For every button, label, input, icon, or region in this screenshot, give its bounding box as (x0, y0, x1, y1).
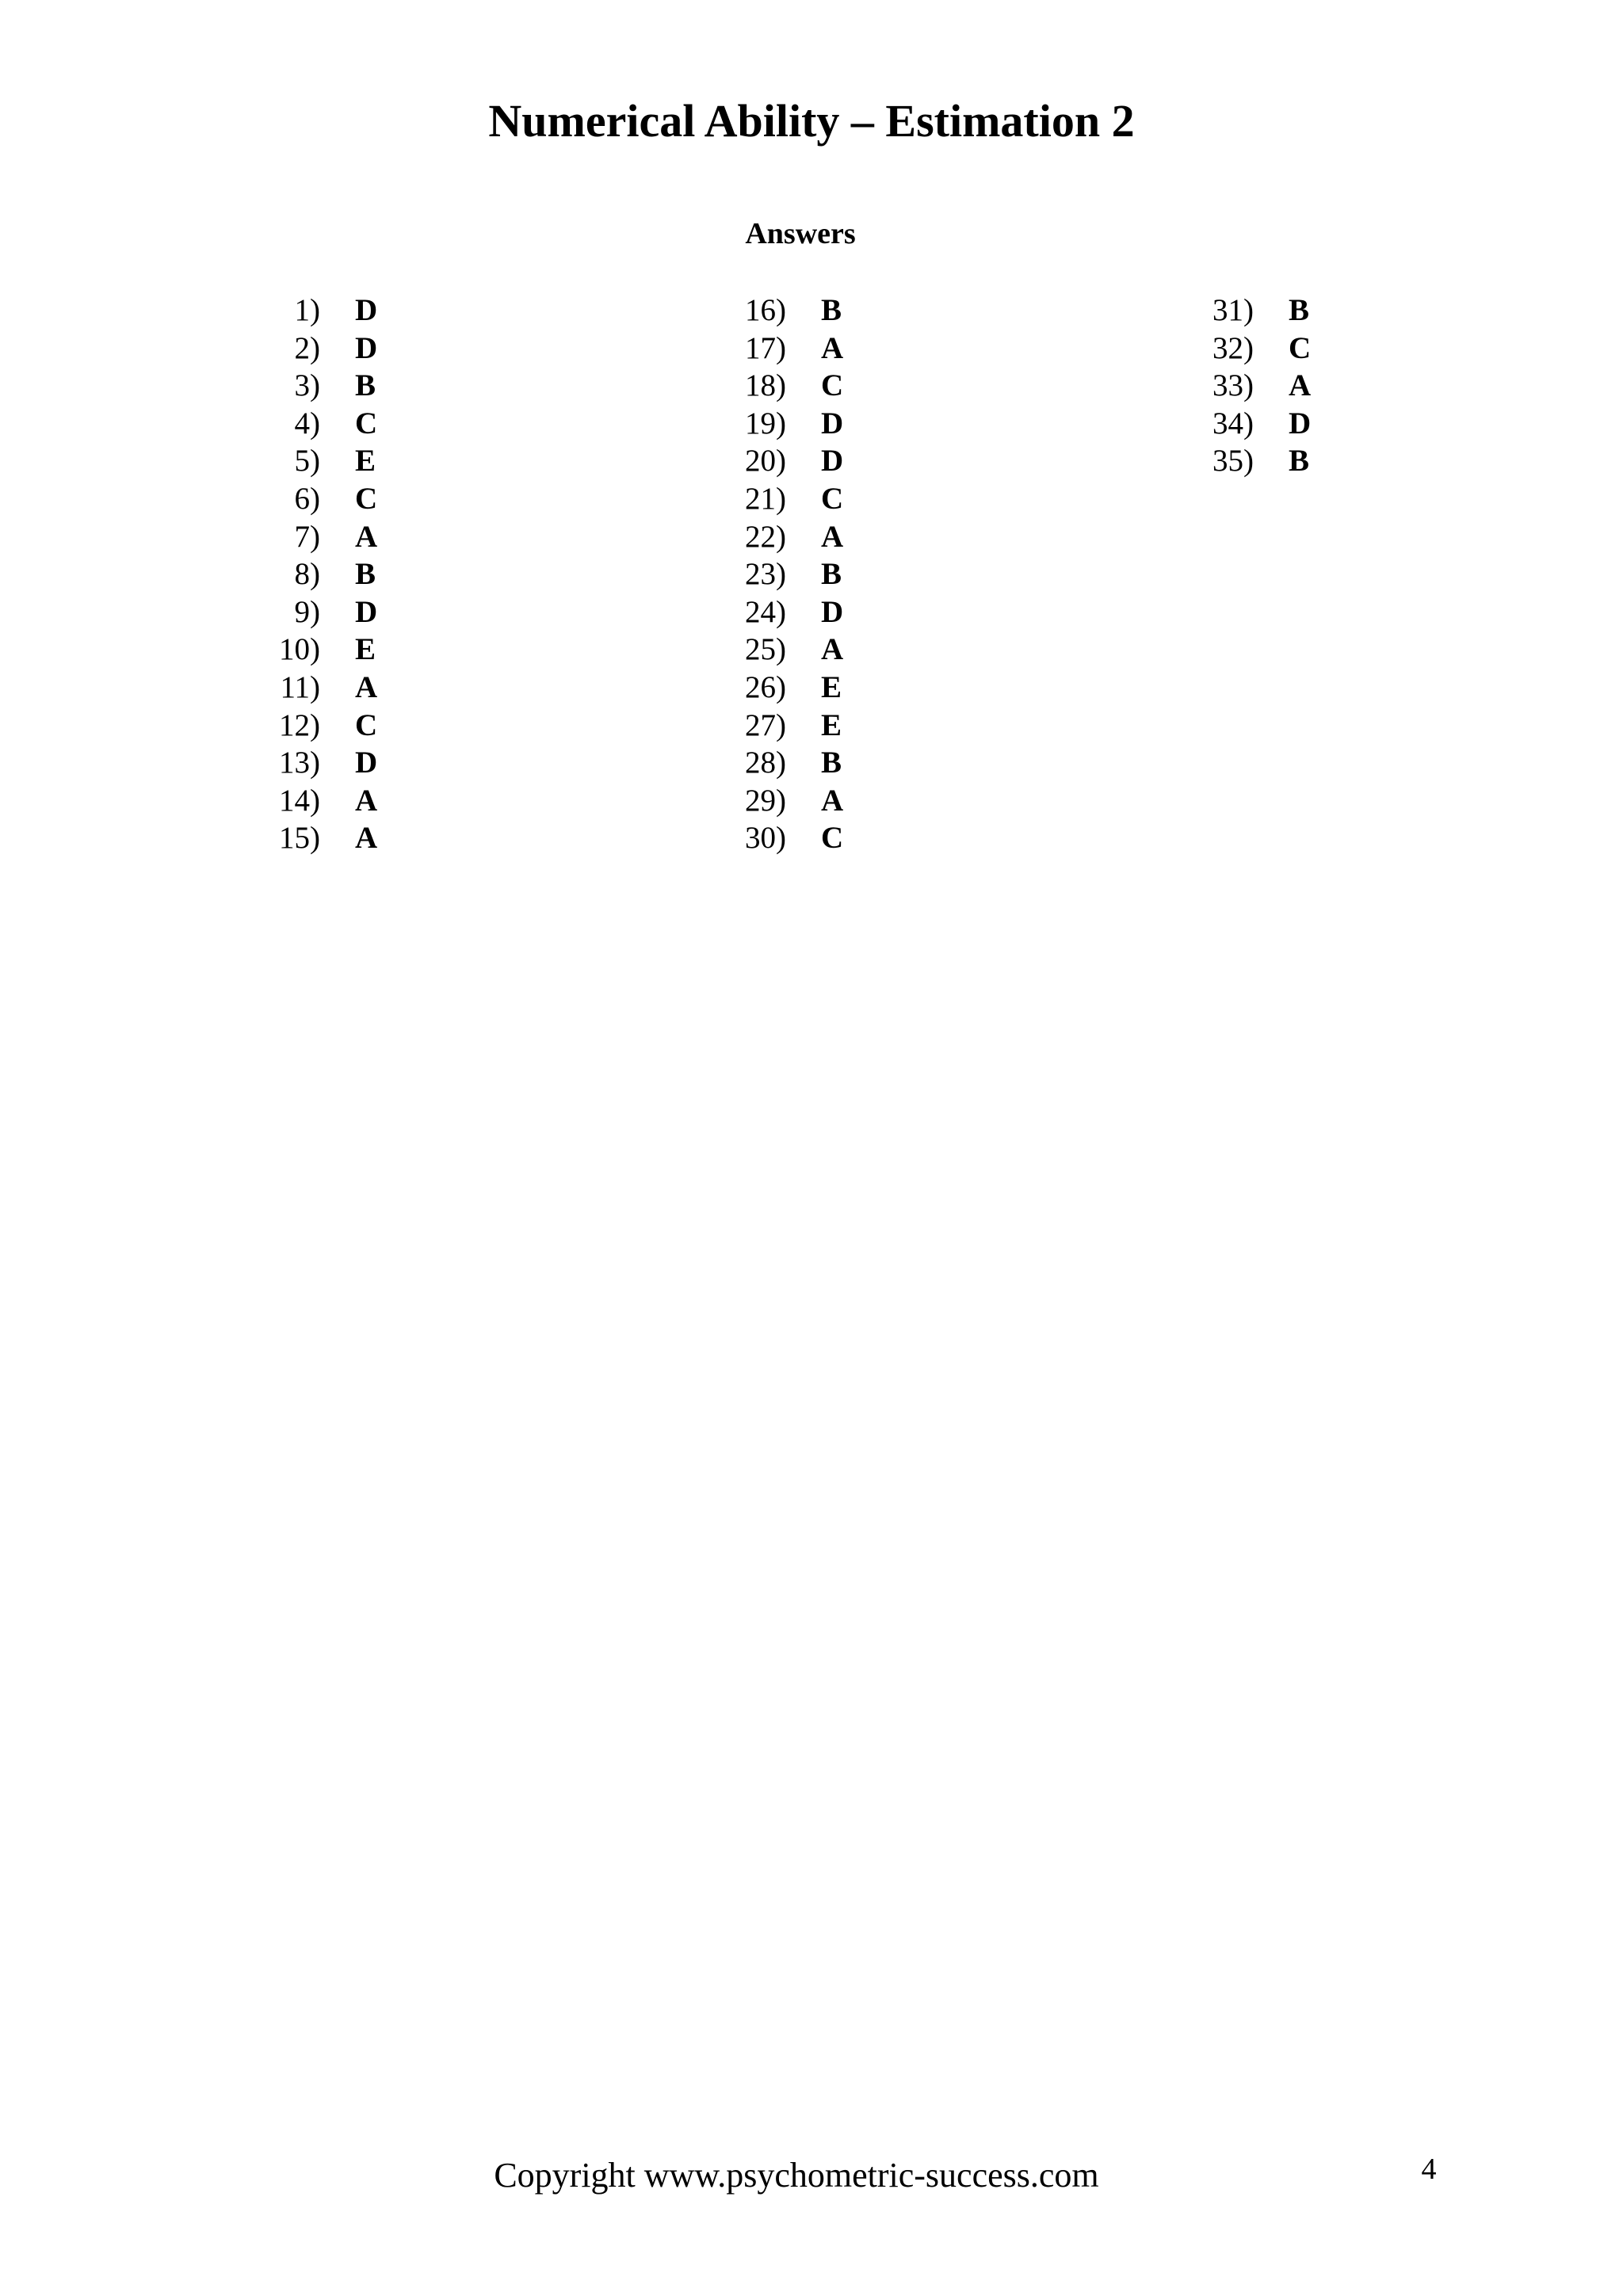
question-number: 35) (1212, 444, 1254, 479)
answer-row (238, 518, 403, 556)
question-number: 8) (294, 557, 320, 592)
answer-letter: C (355, 481, 378, 516)
answer-row (704, 405, 869, 443)
answer-letter: E (355, 632, 376, 667)
answer-letter: B (821, 746, 842, 780)
question-number: 20) (745, 444, 786, 479)
question-number: 5) (294, 444, 320, 479)
answer-letter: D (821, 444, 844, 479)
answer-key (0, 292, 1623, 878)
question-number: 24) (745, 594, 786, 629)
answer-letter: C (355, 707, 378, 742)
answer-row (704, 480, 869, 518)
page-title: Numerical Ability – Estimation 2 (488, 95, 1135, 147)
question-number: 26) (745, 669, 786, 704)
answer-letter: B (821, 557, 842, 592)
answer-letter: D (355, 746, 378, 780)
answer-column-1 (238, 292, 403, 857)
answer-letter: A (821, 783, 844, 818)
question-number: 32) (1212, 330, 1254, 365)
question-number: 10) (279, 632, 320, 667)
answer-row (704, 744, 869, 782)
answer-letter: C (821, 821, 844, 856)
answer-row (704, 292, 869, 330)
answer-row (238, 744, 403, 782)
answer-letter: A (355, 519, 378, 554)
question-number: 9) (294, 594, 320, 629)
question-number: 13) (279, 746, 320, 780)
question-number: 7) (294, 519, 320, 554)
answer-letter: C (1289, 330, 1312, 365)
answer-letter: B (821, 293, 842, 327)
question-number: 23) (745, 557, 786, 592)
question-number: 22) (745, 519, 786, 554)
answer-row (704, 555, 869, 593)
answer-letter: A (821, 519, 844, 554)
answer-row (704, 367, 869, 405)
question-number: 4) (294, 406, 320, 441)
question-number: 6) (294, 481, 320, 516)
question-number: 17) (745, 330, 786, 365)
answer-letter: D (355, 330, 378, 365)
page-number: 4 (1421, 2153, 1437, 2186)
question-number: 29) (745, 783, 786, 818)
answer-row (704, 442, 869, 480)
answer-letter: B (355, 557, 376, 592)
answer-letter: E (821, 707, 842, 742)
answer-row (704, 330, 869, 368)
answer-letter: E (821, 669, 842, 704)
answer-letter: A (355, 669, 378, 704)
answer-column-3 (1171, 292, 1336, 480)
question-number: 25) (745, 632, 786, 667)
answer-letter: B (1289, 293, 1310, 327)
answer-row (704, 631, 869, 669)
question-number: 27) (745, 707, 786, 742)
answer-row (1171, 292, 1336, 330)
answer-row (238, 593, 403, 631)
answer-row (238, 480, 403, 518)
answer-row (238, 782, 403, 820)
answer-row (1171, 330, 1336, 368)
answer-row (238, 819, 403, 857)
answer-letter: C (821, 368, 844, 403)
answer-row (238, 631, 403, 669)
answer-letter: D (355, 293, 378, 327)
answer-row (704, 707, 869, 745)
question-number: 14) (279, 783, 320, 818)
question-number: 12) (279, 707, 320, 742)
answer-row (238, 367, 403, 405)
question-number: 31) (1212, 293, 1254, 327)
answer-letter: A (1289, 368, 1312, 403)
question-number: 11) (280, 669, 320, 704)
answer-letter: A (821, 330, 844, 365)
answer-letter: E (355, 444, 376, 479)
copyright-footer: Copyright www.psychometric-success.com (494, 2156, 1099, 2195)
answer-letter: C (355, 406, 378, 441)
answer-row (238, 555, 403, 593)
answer-letter: B (1289, 444, 1310, 479)
question-number: 34) (1212, 406, 1254, 441)
answer-letter: B (355, 368, 376, 403)
answer-letter: D (821, 406, 844, 441)
answer-row (1171, 442, 1336, 480)
answer-row (704, 518, 869, 556)
question-number: 15) (279, 821, 320, 856)
question-number: 16) (745, 293, 786, 327)
answer-row (704, 782, 869, 820)
answer-row (1171, 367, 1336, 405)
answer-row (238, 669, 403, 707)
answer-letter: A (821, 632, 844, 667)
answer-row (238, 707, 403, 745)
answer-row (238, 330, 403, 368)
answer-letter: D (821, 594, 844, 629)
answer-letter: A (355, 783, 378, 818)
answer-letter: C (821, 481, 844, 516)
question-number: 30) (745, 821, 786, 856)
answer-row (238, 405, 403, 443)
answer-row (1171, 405, 1336, 443)
answer-row (238, 292, 403, 330)
answers-heading: Answers (745, 217, 856, 250)
question-number: 2) (294, 330, 320, 365)
question-number: 1) (294, 293, 320, 327)
answer-row (704, 819, 869, 857)
question-number: 18) (745, 368, 786, 403)
question-number: 21) (745, 481, 786, 516)
question-number: 28) (745, 746, 786, 780)
answer-letter: A (355, 821, 378, 856)
answer-column-2 (704, 292, 869, 857)
question-number: 3) (294, 368, 320, 403)
answer-row (704, 669, 869, 707)
answer-letter: D (1289, 406, 1312, 441)
answer-letter: D (355, 594, 378, 629)
question-number: 33) (1212, 368, 1254, 403)
question-number: 19) (745, 406, 786, 441)
answer-row (238, 442, 403, 480)
answer-row (704, 593, 869, 631)
